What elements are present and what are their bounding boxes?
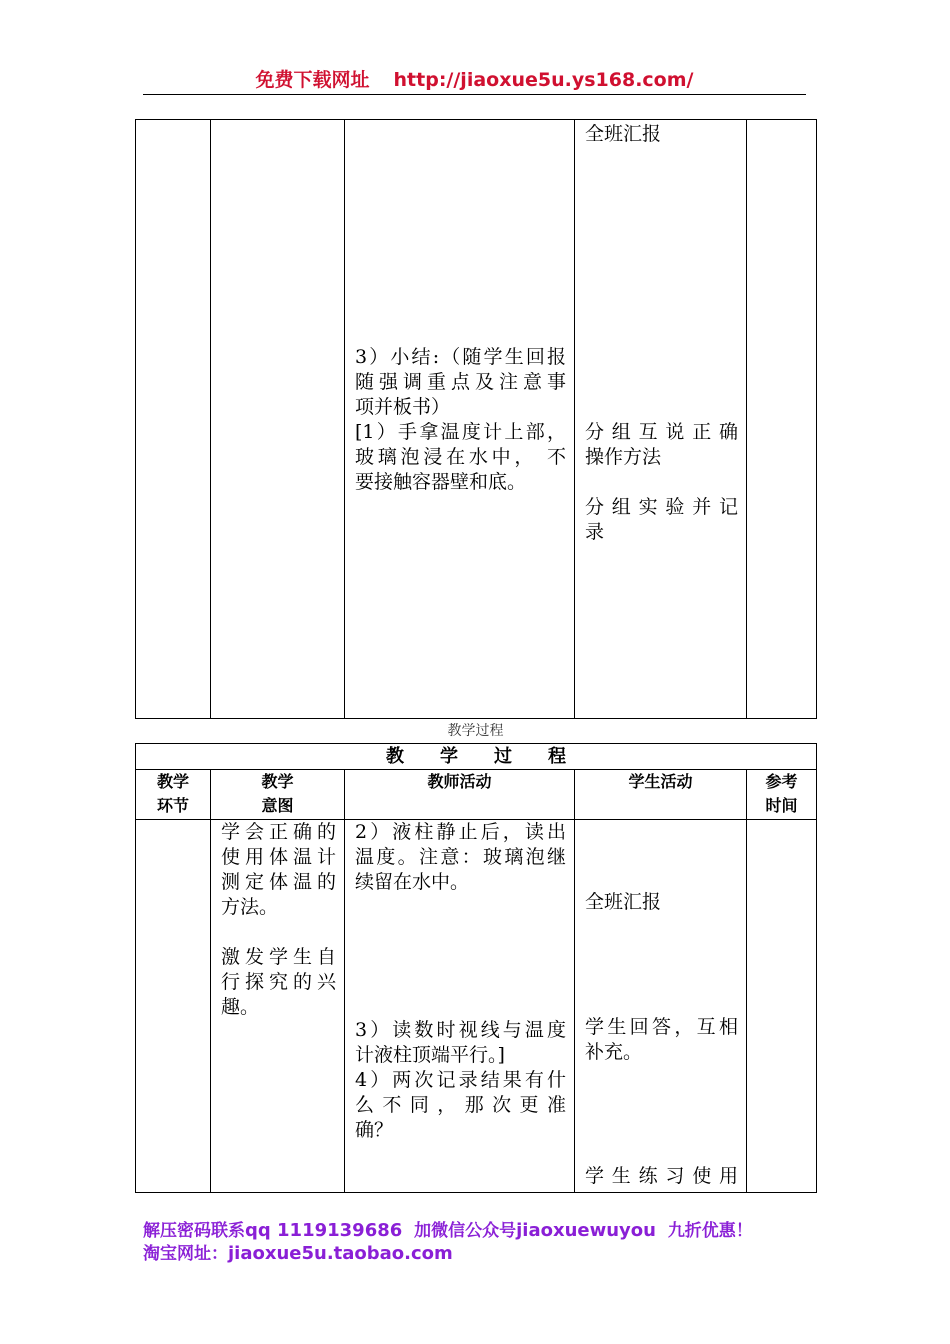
teacher-line: 确？ [355,1119,394,1141]
lesson-table-continued [135,119,817,719]
cell-teacher-activity [345,120,575,719]
cell-intent [211,820,345,1193]
header-text: 时间 [765,796,798,815]
intent-line: 测定体温的 [221,871,336,893]
teacher-line: 4）两次记录结果有什 [355,1069,566,1091]
student-report: 全班汇报 [585,123,662,145]
header-text: 参考 [765,772,798,791]
footer-line-2 [143,1243,453,1265]
teacher-line: 要接触容器壁和底。 [355,471,527,493]
student-report: 全班汇报 [585,891,662,913]
footer-wechat: jiaoxuewuyou [516,1220,656,1241]
intent-line: 激发学生自 [221,946,336,968]
teacher-line: 么不同，那次更准 [355,1094,566,1116]
header-text: 教学 [156,772,189,791]
cell-time [747,120,817,719]
footer-line-1 [143,1220,753,1242]
cell-stage [136,120,211,719]
cell-student-activity [575,120,747,719]
header-intent [211,770,345,820]
student-line: 补充。 [585,1041,643,1063]
student-line: 分组互说正确 [585,421,738,443]
header-text: 教学 [261,772,294,791]
header-label: 免费下载网址 [255,69,370,91]
cell-teacher-activity [345,820,575,1193]
footer-taobao-link[interactable]: jiaoxue5u.taobao.com [228,1243,453,1264]
teacher-line: 项并板书） [355,396,451,418]
header-text: 学生活动 [628,772,693,791]
intent-line: 使用体温计 [221,846,336,868]
header-text: 环节 [156,796,189,815]
student-practice: 学生练习使用 [585,1165,738,1187]
header-teacher-activity [345,770,575,820]
teacher-line: 计液柱顶端平行。] [355,1044,505,1066]
student-line: 操作方法 [585,446,662,468]
table-title: 教学过程 [386,746,603,767]
table-title-cell [136,744,817,770]
header-stage [136,770,211,820]
cell-student-activity [575,820,747,1193]
table-caption: 教学过程 [447,723,504,739]
student-line: 分组实验并记 [585,496,738,518]
footer-text: 九折优惠！ [667,1221,753,1241]
lesson-table [135,743,817,1193]
intent-line: 学会正确的 [221,821,336,843]
header-student-activity [575,770,747,820]
teacher-line: 续留在水中。 [355,871,470,893]
teacher-line: 玻璃泡浸在水中， 不 [355,446,566,468]
student-line: 学生回答，互相 [585,1016,738,1038]
cell-intent [211,120,345,719]
intent-line: 方法。 [221,896,279,918]
footer-text: 解压密码联系 [143,1221,245,1241]
teacher-line: 随强调重点及注意事 [355,371,566,393]
header-text: 教师活动 [427,772,492,791]
intent-line: 趣。 [221,996,260,1018]
intent-line: 行探究的兴 [221,971,336,993]
header-text: 意图 [261,796,294,815]
footer-text: 加微信公众号 [414,1221,517,1241]
cell-time [747,820,817,1193]
footer-text: 淘宝网址： [143,1244,228,1264]
page-header [143,66,806,95]
header-time [747,770,817,820]
teacher-line: [1）手拿温度计上部， [355,421,566,443]
teacher-line: 温度。注意：玻璃泡继 [355,846,566,868]
teacher-line: 3）读数时视线与温度 [355,1019,566,1041]
cell-stage [136,820,211,1193]
footer-qq: qq 1119139686 [245,1220,403,1241]
student-line: 录 [585,521,605,543]
teacher-line: 2）液柱静止后，读出 [355,821,566,843]
header-url-link[interactable]: http://jiaoxue5u.ys168.com/ [393,69,694,91]
teacher-line: 3）小结:（随学生回报 [355,346,566,368]
